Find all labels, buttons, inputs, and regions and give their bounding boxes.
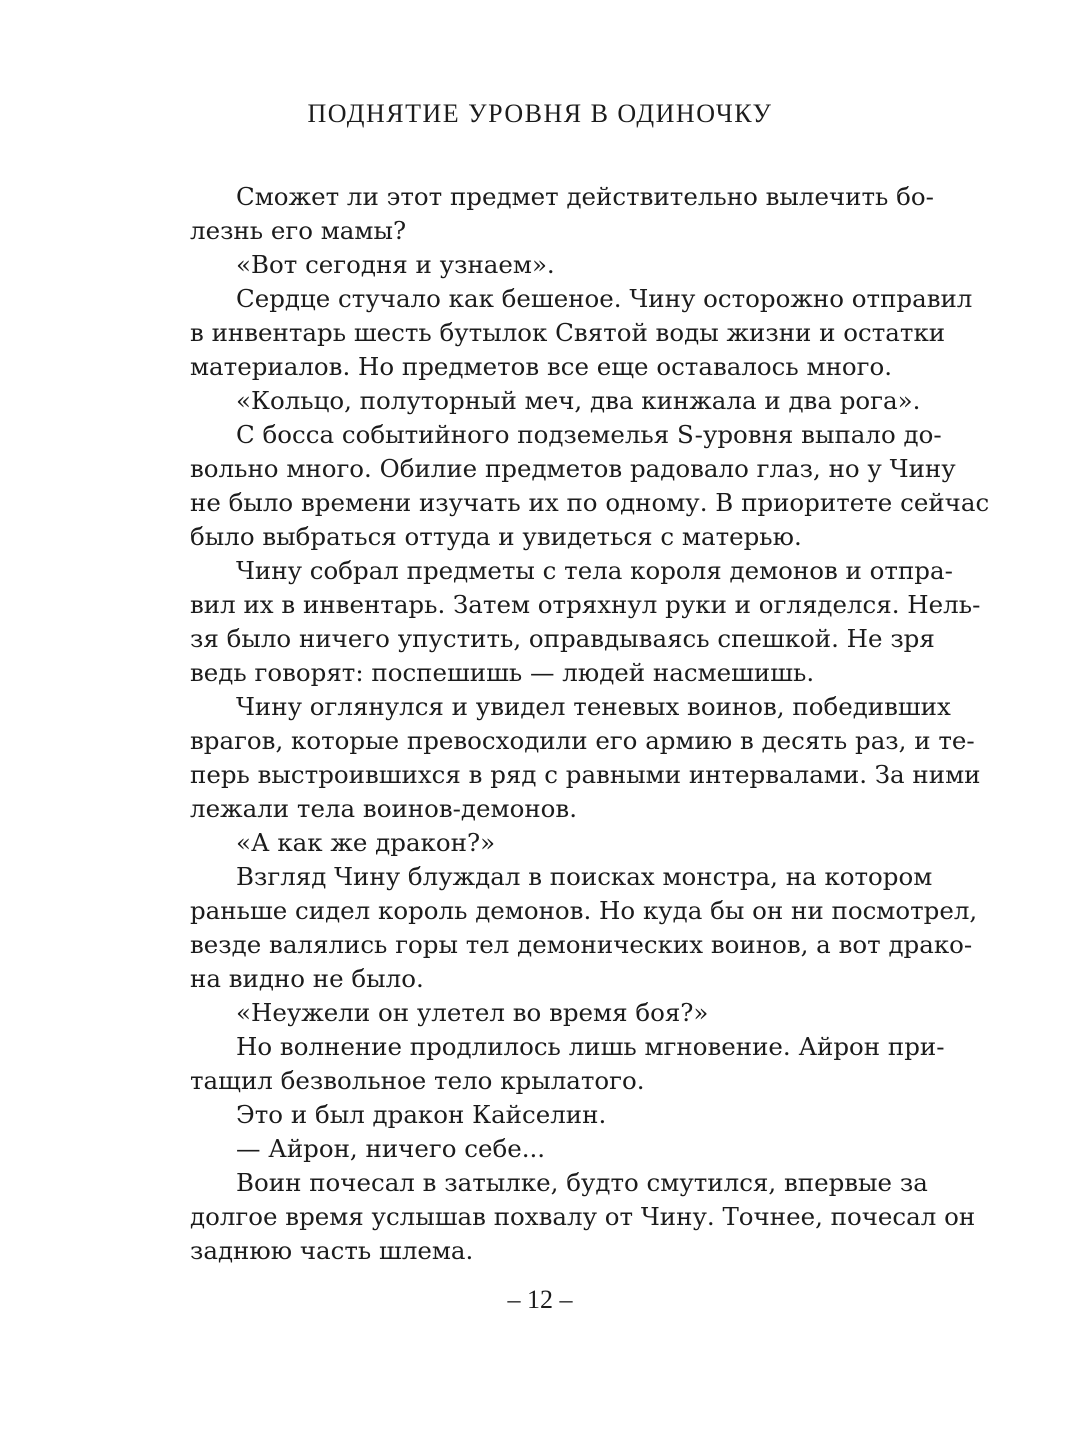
- text-line: Сердце стучало как бешеное. Чину осторожно отправил: [236, 284, 973, 313]
- text-line: С босса событийного подземелья S-уровня выпало до-: [236, 420, 942, 449]
- body-text: [190, 180, 990, 1268]
- text-line: лежали тела воинов-демонов.: [190, 794, 577, 823]
- text-line: Чину оглянулся и увидел теневых воинов, победивших: [236, 692, 951, 721]
- text-line: — Айрон, ничего себе...: [236, 1134, 546, 1163]
- text-line: в инвентарь шесть бутылок Святой воды жизни и остатки: [190, 318, 946, 347]
- text-line: тащил безвольное тело крылатого.: [190, 1066, 645, 1095]
- text-line: Это и был дракон Кайселин.: [236, 1100, 607, 1129]
- text-line: было выбраться оттуда и увидеться с матерью.: [190, 522, 802, 551]
- text-line: раньше сидел король демонов. Но куда бы он ни посмотрел,: [190, 896, 978, 925]
- text-line: лезнь его мамы?: [190, 216, 407, 245]
- text-line: зя было ничего упустить, оправдываясь спешкой. Не зря: [190, 624, 935, 653]
- text-line: на видно не было.: [190, 964, 424, 993]
- text-line: «Неужели он улетел во время боя?»: [236, 998, 709, 1027]
- text-line: Но волнение продлилось лишь мгновение. Айрон при-: [236, 1032, 945, 1061]
- text-line: ведь говорят: поспешишь — людей насмешишь.: [190, 658, 815, 687]
- text-line: вил их в инвентарь. Затем отряхнул руки и огляделся. Нель-: [190, 590, 981, 619]
- text-line: «Кольцо, полуторный меч, два кинжала и два рога».: [236, 386, 921, 415]
- text-line: перь выстроившихся в ряд с равными интервалами. За ними: [190, 760, 981, 789]
- text-line: вольно много. Обилие предметов радовало глаз, но у Чину: [190, 454, 956, 483]
- text-line: долгое время услышав похвалу от Чину. Точнее, почесал он: [190, 1202, 976, 1231]
- text-line: материалов. Но предметов все еще оставалось много.: [190, 352, 893, 381]
- text-line: врагов, которые превосходили его армию в десять раз, и те-: [190, 726, 975, 755]
- text-line: Сможет ли этот предмет действительно вылечить бо-: [236, 182, 934, 211]
- text-line: «Вот сегодня и узнаем».: [236, 250, 555, 279]
- text-line: Взгляд Чину блуждал в поисках монстра, на котором: [236, 862, 933, 891]
- page-number: – 12 –: [507, 1285, 573, 1314]
- text-line: везде валялись горы тел демонических воинов, а вот драко-: [190, 930, 973, 959]
- text-line: заднюю часть шлема.: [190, 1236, 474, 1265]
- text-line: Чину собрал предметы с тела короля демонов и отпра-: [236, 556, 953, 585]
- text-line: «А как же дракон?»: [236, 828, 496, 857]
- running-head: ПОДНЯТИЕ УРОВНЯ В ОДИНОЧКУ: [307, 99, 773, 128]
- text-line: не было времени изучать их по одному. В приоритете сейчас: [190, 488, 990, 517]
- text-line: Воин почесал в затылке, будто смутился, впервые за: [236, 1168, 928, 1197]
